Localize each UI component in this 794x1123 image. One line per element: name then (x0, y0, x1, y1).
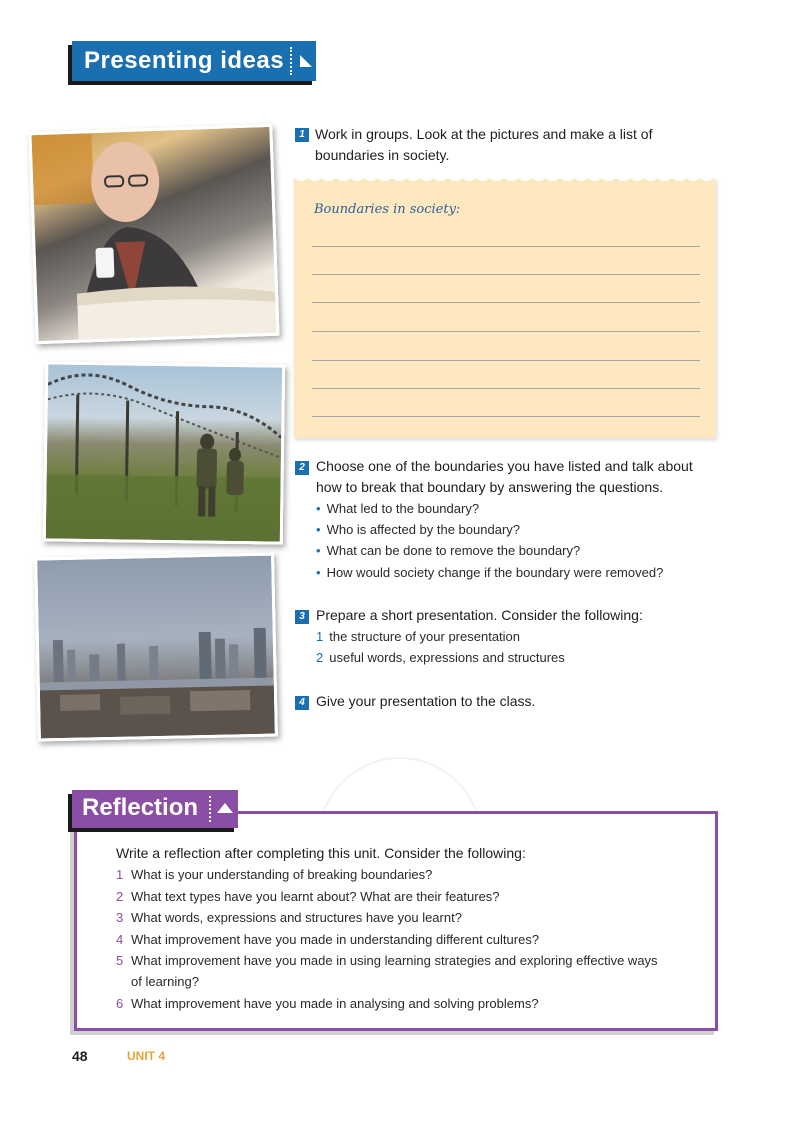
task-1-marker: 1 (295, 128, 309, 142)
reflection-title-box (72, 790, 238, 828)
note-title: Boundaries in society: (314, 202, 461, 217)
reflection-banner (68, 790, 240, 834)
title-divider (290, 47, 292, 75)
photo-city-skyline-illustration (37, 556, 275, 739)
item-number: 2 (316, 650, 324, 665)
section-title: Presenting ideas (84, 47, 285, 74)
item-number: 1 (316, 629, 324, 644)
note-torn-edge (294, 172, 716, 184)
task-1-text (315, 124, 652, 166)
reflection-item-number: 4 (116, 932, 124, 947)
bullet-text: What led to the boundary? (326, 501, 480, 516)
reflection-item-text: What words, expressions and structures have you learnt? (131, 910, 462, 925)
bullet-text: What can be done to remove the boundary? (326, 543, 581, 558)
note-line[interactable] (312, 302, 700, 303)
note-line[interactable] (312, 331, 700, 332)
reflection-item-continuation (116, 971, 199, 992)
reflection-item (116, 993, 539, 1014)
reflection-item-text: What improvement have you made in understanding different cultures? (131, 932, 540, 947)
triangle-up-icon (216, 802, 234, 814)
page-number: 48 (72, 1048, 88, 1064)
task-3-text: Prepare a short presentation. Consider the following: (316, 607, 643, 623)
reflection-item (116, 929, 539, 950)
task-4-text: Give your presentation to the class. (316, 693, 536, 709)
reflection-divider (209, 796, 211, 822)
reflection-item-number: 5 (116, 953, 124, 968)
task-1-line-1: Work in groups. Look at the pictures and make a list of (315, 126, 653, 142)
photo-border-fence (43, 361, 285, 544)
reflection-title: Reflection (82, 794, 199, 821)
section-title-banner (68, 41, 316, 85)
reflection-item-text: What is your understanding of breaking boundaries? (131, 867, 433, 882)
bullet-dot-icon: • (316, 543, 321, 558)
reflection-item-number: 1 (116, 867, 124, 882)
reflection-item-text: What text types have you learnt about? What are their features? (131, 889, 500, 904)
unit-label: UNIT 4 (127, 1049, 166, 1063)
title-box (72, 41, 316, 81)
reflection-item-number: 6 (116, 996, 124, 1011)
reflection-item-text: What improvement have you made in using learning strategies and exploring effective ways (131, 953, 658, 968)
note-line[interactable] (312, 360, 700, 361)
bullet-dot-icon: • (316, 522, 321, 537)
task-2-bullet (316, 501, 479, 516)
note-line[interactable] (312, 274, 700, 275)
reflection-item (116, 864, 432, 885)
bullet-text: Who is affected by the boundary? (326, 522, 521, 537)
reflection-item (116, 907, 462, 928)
reflection-item-number: 2 (116, 889, 124, 904)
photo-elderly-man (28, 124, 279, 344)
reflection-intro: Write a reflection after completing this unit. Consider the following: (116, 845, 526, 861)
bullet-dot-icon: • (316, 501, 321, 516)
photo-border-fence-illustration (46, 364, 282, 541)
reflection-item (116, 886, 500, 907)
task-2-marker: 2 (295, 461, 309, 475)
note-line[interactable] (312, 246, 700, 247)
corner-triangle-icon (299, 54, 313, 68)
task-2-text (316, 456, 693, 498)
note-line[interactable] (312, 388, 700, 389)
task-2-bullet (316, 543, 580, 558)
bullet-text: How would society change if the boundary were removed? (326, 565, 664, 580)
task-2-line-1: Choose one of the boundaries you have listed and talk about (316, 458, 693, 474)
task-3-item (316, 650, 565, 665)
item-text: the structure of your presentation (329, 629, 521, 644)
photo-city-skyline (34, 553, 278, 742)
reflection-item-number: 3 (116, 910, 124, 925)
photo-elderly-man-illustration (31, 127, 276, 341)
reflection-item (116, 950, 658, 971)
task-4-marker: 4 (295, 696, 309, 710)
task-1-line-2: boundaries in society. (315, 147, 450, 163)
task-2-bullet (316, 565, 663, 580)
task-3-marker: 3 (295, 610, 309, 624)
task-2-bullet (316, 522, 520, 537)
note-paper (294, 178, 716, 438)
reflection-item-text: of learning? (131, 974, 199, 989)
task-2-line-2: how to break that boundary by answering the questions. (316, 479, 664, 495)
task-3-item (316, 629, 520, 644)
item-text: useful words, expressions and structures (329, 650, 565, 665)
reflection-item-text: What improvement have you made in analysing and solving problems? (131, 996, 539, 1011)
bullet-dot-icon: • (316, 565, 321, 580)
note-line[interactable] (312, 416, 700, 417)
